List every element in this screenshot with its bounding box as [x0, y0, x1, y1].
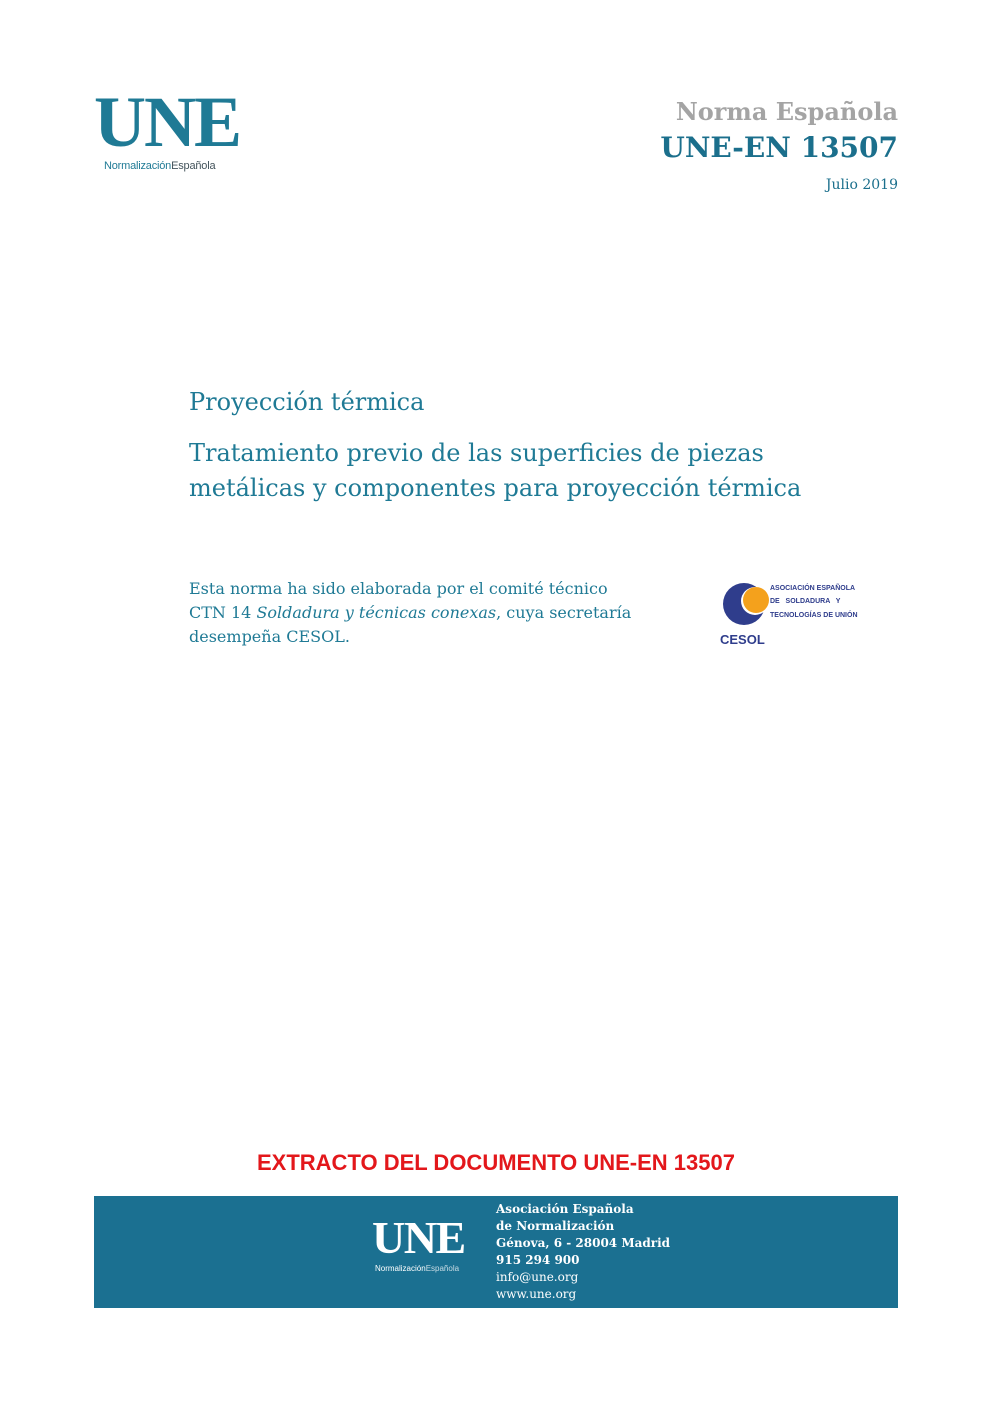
footer-logo-sub-a: Normalización	[375, 1264, 426, 1273]
footer-une-logo-subtitle	[375, 1264, 459, 1273]
cesol-logo-line1: ASOCIACIÓN ESPAÑOLA	[770, 585, 856, 592]
document-code: UNE-EN 13507	[660, 131, 898, 164]
une-logo-word: UNE	[94, 82, 241, 162]
footer-band	[94, 1196, 898, 1308]
cesol-logo	[720, 580, 870, 650]
footer-address: Génova, 6 - 28004 Madrid	[496, 1236, 671, 1250]
document-date: Julio 2019	[825, 177, 898, 193]
cesol-logo-line3: TECNOLOGÍAS DE UNIÓN	[770, 612, 858, 619]
footer-une-logo-word: UNE	[372, 1212, 465, 1263]
une-logo-sub-b: Española	[171, 160, 216, 172]
committee-paragraph	[189, 577, 659, 649]
extract-heading: EXTRACTO DEL DOCUMENTO UNE-EN 13507	[257, 1150, 735, 1175]
footer-org-line1: Asociación Española	[496, 1202, 634, 1216]
footer-org-line2: de Normalización	[496, 1219, 615, 1233]
cesol-logo-word: CESOL	[720, 632, 765, 647]
footer-email-link[interactable]: info@une.org	[496, 1270, 579, 1284]
cesol-logo-graphic	[720, 580, 870, 650]
footer-web-link[interactable]: www.une.org	[496, 1287, 577, 1301]
committee-rest: , cuya secretaría desempeña CESOL.	[189, 603, 632, 646]
committee-ctn-name: Soldadura y técnicas conexas	[256, 603, 497, 622]
document-subtitle: Tratamiento previo de las superficies de piezas metálicas y componentes para proyección térmica	[189, 439, 802, 502]
footer-logo-sub-b: Española	[425, 1264, 460, 1273]
une-logo-sub-a: Normalización	[104, 160, 172, 172]
une-logo-subtitle	[104, 160, 215, 172]
document-title: Proyección térmica	[189, 388, 425, 416]
footer-contact-block	[496, 1201, 670, 1303]
cesol-logo-orange-disc	[743, 587, 769, 613]
committee-ctn: CTN 14	[189, 603, 252, 622]
footer-phone: 915 294 900	[496, 1253, 580, 1267]
committee-line1: Esta norma ha sido elaborada por el comité técnico	[189, 579, 608, 598]
cesol-logo-line2: DE SOLDADURA Y	[770, 598, 841, 605]
document-kind: Norma Española	[675, 97, 898, 126]
